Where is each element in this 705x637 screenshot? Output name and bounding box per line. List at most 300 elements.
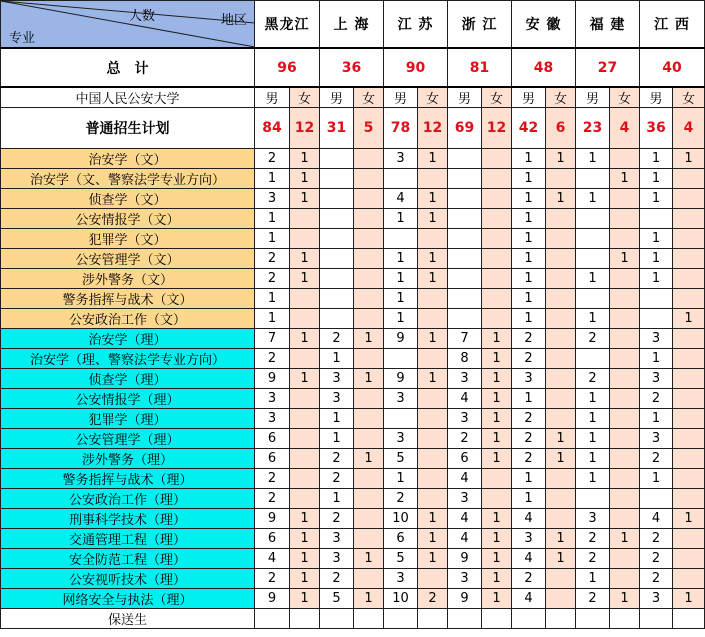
plan-value: 23: [576, 108, 610, 149]
gender-cell: 男: [320, 87, 354, 108]
quota-cell: [448, 289, 482, 309]
quota-cell: [418, 449, 448, 469]
quota-cell: 1: [640, 269, 673, 289]
quota-cell: 1: [482, 349, 512, 369]
quota-cell: 1: [418, 329, 448, 349]
quota-cell: 1: [576, 449, 610, 469]
quota-cell: 1: [290, 549, 320, 569]
quota-cell: 1: [354, 549, 384, 569]
quota-cell: 1: [354, 329, 384, 349]
baosong-cell: [482, 609, 512, 629]
quota-cell: 1: [320, 429, 354, 449]
quota-cell: 4: [384, 189, 418, 209]
quota-cell: [610, 229, 640, 249]
quota-cell: [640, 309, 673, 329]
quota-cell: 1: [576, 569, 610, 589]
quota-cell: [673, 469, 705, 489]
quota-cell: 2: [640, 389, 673, 409]
quota-cell: 1: [610, 169, 640, 189]
quota-cell: [673, 369, 705, 389]
quota-cell: 1: [290, 169, 320, 189]
quota-cell: [673, 329, 705, 349]
quota-cell: [482, 309, 512, 329]
quota-cell: 3: [384, 149, 418, 169]
school-name: 中国人民公安大学: [1, 87, 255, 108]
quota-cell: 1: [640, 229, 673, 249]
quota-cell: [576, 209, 610, 229]
quota-cell: [448, 249, 482, 269]
quota-cell: 3: [640, 369, 673, 389]
quota-cell: 1: [673, 309, 705, 329]
quota-cell: 1: [384, 469, 418, 489]
total-value: 81: [448, 48, 512, 87]
province-anhui: 安 徽: [512, 1, 576, 49]
major-row: [1, 249, 705, 269]
total-value: 48: [512, 48, 576, 87]
quota-cell: 1: [512, 309, 546, 329]
major-row: [1, 549, 705, 569]
quota-cell: [673, 349, 705, 369]
quota-cell: [610, 329, 640, 349]
quota-cell: [384, 349, 418, 369]
corner-header-cell: [1, 1, 255, 49]
quota-cell: [482, 169, 512, 189]
baosong-cell: [673, 609, 705, 629]
total-value: 27: [576, 48, 640, 87]
quota-cell: 1: [512, 229, 546, 249]
quota-cell: [482, 189, 512, 209]
quota-cell: 9: [384, 329, 418, 349]
quota-cell: 1: [546, 529, 576, 549]
baosong-cell: [384, 609, 418, 629]
quota-cell: 1: [418, 189, 448, 209]
major-row: [1, 449, 705, 469]
major-name: 涉外警务（理）: [1, 449, 255, 469]
quota-cell: 1: [482, 509, 512, 529]
major-row: [1, 509, 705, 529]
quota-cell: 1: [255, 169, 290, 189]
quota-cell: 1: [610, 249, 640, 269]
quota-cell: 2: [576, 589, 610, 609]
quota-cell: [384, 409, 418, 429]
major-name: 犯罪学（理）: [1, 409, 255, 429]
quota-cell: 3: [448, 409, 482, 429]
quota-cell: 1: [482, 549, 512, 569]
quota-cell: [482, 469, 512, 489]
quota-cell: 1: [290, 369, 320, 389]
quota-cell: [640, 489, 673, 509]
quota-cell: [418, 389, 448, 409]
quota-cell: 1: [482, 409, 512, 429]
plan-value: 12: [418, 108, 448, 149]
quota-cell: 2: [640, 529, 673, 549]
quota-cell: [640, 209, 673, 229]
quota-cell: 6: [384, 529, 418, 549]
plan-value: 12: [290, 108, 320, 149]
quota-cell: 1: [418, 369, 448, 389]
quota-cell: 2: [320, 469, 354, 489]
quota-cell: 3: [512, 529, 546, 549]
quota-cell: [290, 209, 320, 229]
total-row: [1, 48, 705, 87]
major-name: 公安政治工作（理）: [1, 489, 255, 509]
quota-cell: 6: [255, 449, 290, 469]
quota-cell: 1: [576, 409, 610, 429]
quota-cell: [640, 289, 673, 309]
quota-cell: [482, 149, 512, 169]
quota-cell: 2: [320, 509, 354, 529]
major-name: 侦查学（理）: [1, 369, 255, 389]
quota-cell: [354, 389, 384, 409]
quota-cell: 2: [576, 369, 610, 389]
quota-cell: 2: [512, 449, 546, 469]
quota-cell: 1: [610, 529, 640, 549]
quota-cell: [448, 309, 482, 329]
major-name: 网络安全与执法（理）: [1, 589, 255, 609]
quota-cell: [482, 289, 512, 309]
quota-cell: [546, 489, 576, 509]
quota-cell: 1: [576, 269, 610, 289]
quota-cell: 1: [354, 449, 384, 469]
plan-label: 普通招生计划: [1, 108, 255, 149]
province-jiangsu: 江 苏: [384, 1, 448, 49]
quota-cell: [448, 149, 482, 169]
baosong-cell: [418, 609, 448, 629]
quota-cell: 1: [384, 309, 418, 329]
quota-cell: [354, 569, 384, 589]
quota-cell: 3: [448, 369, 482, 389]
quota-cell: 4: [512, 549, 546, 569]
quota-cell: [576, 249, 610, 269]
quota-cell: 1: [512, 189, 546, 209]
quota-cell: [610, 289, 640, 309]
quota-cell: [673, 269, 705, 289]
quota-cell: [673, 209, 705, 229]
gender-cell: 男: [384, 87, 418, 108]
quota-cell: 1: [640, 469, 673, 489]
major-row: [1, 309, 705, 329]
quota-cell: [673, 289, 705, 309]
major-name: 公安情报学（理）: [1, 389, 255, 409]
quota-cell: 3: [384, 389, 418, 409]
quota-cell: [482, 229, 512, 249]
major-name: 刑事科学技术（理）: [1, 509, 255, 529]
quota-cell: 1: [255, 309, 290, 329]
quota-cell: 1: [640, 169, 673, 189]
header-row: [1, 1, 705, 49]
quota-cell: [576, 289, 610, 309]
total-label: 总 计: [1, 48, 255, 87]
quota-cell: [546, 389, 576, 409]
quota-cell: [546, 569, 576, 589]
major-row: [1, 369, 705, 389]
quota-cell: [546, 469, 576, 489]
baosong-cell: [640, 609, 673, 629]
quota-cell: 3: [320, 369, 354, 389]
quota-cell: [320, 249, 354, 269]
quota-cell: 1: [482, 389, 512, 409]
quota-cell: 1: [354, 589, 384, 609]
quota-cell: [610, 509, 640, 529]
quota-cell: 5: [384, 449, 418, 469]
quota-cell: [546, 309, 576, 329]
quota-cell: [576, 349, 610, 369]
quota-cell: [290, 449, 320, 469]
quota-cell: [610, 369, 640, 389]
province-fujian: 福 建: [576, 1, 640, 49]
quota-cell: 1: [546, 549, 576, 569]
quota-cell: [546, 409, 576, 429]
baosong-cell: [448, 609, 482, 629]
quota-cell: [448, 189, 482, 209]
quota-cell: [354, 189, 384, 209]
quota-cell: 6: [255, 529, 290, 549]
quota-cell: 1: [320, 489, 354, 509]
quota-cell: 1: [320, 409, 354, 429]
quota-cell: 2: [255, 469, 290, 489]
quota-cell: [610, 409, 640, 429]
gender-cell: 男: [512, 87, 546, 108]
major-row: [1, 469, 705, 489]
province-zhejiang: 浙 江: [448, 1, 512, 49]
quota-cell: 2: [384, 489, 418, 509]
quota-cell: [354, 289, 384, 309]
quota-cell: [576, 169, 610, 189]
major-row: [1, 149, 705, 169]
quota-cell: 3: [384, 569, 418, 589]
quota-cell: [290, 349, 320, 369]
quota-cell: [354, 529, 384, 549]
plan-value: 84: [255, 108, 290, 149]
baosong-cell: [546, 609, 576, 629]
quota-cell: [354, 469, 384, 489]
quota-cell: 1: [673, 509, 705, 529]
quota-cell: 4: [512, 509, 546, 529]
quota-cell: 1: [482, 449, 512, 469]
quota-cell: [418, 569, 448, 589]
province-jiangxi: 江 西: [640, 1, 705, 49]
quota-cell: [576, 229, 610, 249]
quota-cell: 1: [512, 489, 546, 509]
quota-cell: [290, 469, 320, 489]
quota-cell: [384, 169, 418, 189]
gender-cell: 男: [448, 87, 482, 108]
quota-cell: 1: [418, 529, 448, 549]
quota-cell: 4: [255, 549, 290, 569]
plan-value: 5: [354, 108, 384, 149]
quota-cell: 1: [640, 249, 673, 269]
quota-cell: [290, 489, 320, 509]
quota-cell: [673, 409, 705, 429]
quota-cell: 1: [290, 269, 320, 289]
quota-cell: [673, 229, 705, 249]
quota-cell: 1: [512, 389, 546, 409]
major-name: 安全防范工程（理）: [1, 549, 255, 569]
major-name: 治安学（理）: [1, 329, 255, 349]
plan-value: 69: [448, 108, 482, 149]
plan-value: 36: [640, 108, 673, 149]
quota-cell: [418, 229, 448, 249]
quota-cell: 2: [640, 449, 673, 469]
quota-cell: 1: [384, 249, 418, 269]
quota-cell: 1: [482, 329, 512, 349]
quota-cell: 4: [448, 509, 482, 529]
corner-region-label: 地区: [221, 13, 248, 28]
quota-cell: 1: [290, 329, 320, 349]
quota-cell: 4: [512, 589, 546, 609]
quota-cell: 9: [255, 369, 290, 389]
major-row: [1, 589, 705, 609]
quota-cell: 1: [512, 169, 546, 189]
quota-cell: [290, 309, 320, 329]
major-name: 治安学（理、警察法学专业方向）: [1, 349, 255, 369]
quota-cell: [418, 349, 448, 369]
gender-cell: 女: [418, 87, 448, 108]
quota-cell: 3: [448, 569, 482, 589]
quota-cell: 7: [255, 329, 290, 349]
quota-cell: [354, 509, 384, 529]
quota-cell: [448, 269, 482, 289]
gender-cell: 女: [673, 87, 705, 108]
major-name: 公安政治工作（文）: [1, 309, 255, 329]
school-row: [1, 87, 705, 108]
plan-value: 4: [610, 108, 640, 149]
major-row: [1, 349, 705, 369]
quota-cell: [320, 209, 354, 229]
quota-cell: 2: [448, 429, 482, 449]
quota-cell: [546, 249, 576, 269]
quota-cell: [320, 169, 354, 189]
plan-row: [1, 108, 705, 149]
major-row: [1, 529, 705, 549]
quota-cell: 1: [290, 529, 320, 549]
quota-cell: [546, 349, 576, 369]
quota-cell: [320, 189, 354, 209]
quota-cell: 1: [482, 569, 512, 589]
quota-cell: [354, 149, 384, 169]
quota-cell: [610, 149, 640, 169]
quota-cell: [546, 369, 576, 389]
quota-cell: [576, 489, 610, 509]
quota-cell: 1: [290, 589, 320, 609]
quota-cell: 2: [512, 349, 546, 369]
plan-value: 78: [384, 108, 418, 149]
quota-cell: 1: [418, 249, 448, 269]
quota-cell: [418, 169, 448, 189]
major-row: [1, 489, 705, 509]
quota-cell: [418, 489, 448, 509]
quota-cell: [448, 169, 482, 189]
quota-cell: 3: [640, 329, 673, 349]
quota-cell: [546, 169, 576, 189]
quota-cell: 1: [546, 149, 576, 169]
quota-cell: [482, 249, 512, 269]
quota-cell: 1: [418, 209, 448, 229]
quota-cell: 1: [354, 369, 384, 389]
quota-cell: 6: [448, 449, 482, 469]
quota-cell: 1: [384, 269, 418, 289]
corner-count-label: 人数: [129, 9, 156, 24]
quota-cell: [482, 269, 512, 289]
gender-cell: 女: [482, 87, 512, 108]
quota-cell: 2: [255, 489, 290, 509]
quota-cell: 1: [290, 189, 320, 209]
major-name: 犯罪学（文）: [1, 229, 255, 249]
quota-cell: 1: [576, 149, 610, 169]
quota-cell: [418, 289, 448, 309]
quota-cell: [673, 169, 705, 189]
quota-cell: [546, 209, 576, 229]
major-row: [1, 209, 705, 229]
quota-cell: [354, 269, 384, 289]
quota-cell: [546, 329, 576, 349]
quota-cell: 2: [255, 349, 290, 369]
quota-cell: 10: [384, 509, 418, 529]
quota-cell: 1: [673, 589, 705, 609]
quota-cell: [354, 429, 384, 449]
baosong-cell: [255, 609, 290, 629]
quota-cell: 1: [512, 249, 546, 269]
quota-cell: 1: [418, 509, 448, 529]
quota-cell: 7: [448, 329, 482, 349]
quota-cell: [418, 469, 448, 489]
quota-cell: [354, 229, 384, 249]
major-name: 侦查学（文）: [1, 189, 255, 209]
quota-cell: [673, 429, 705, 449]
corner-diagonal-lines: [1, 1, 255, 47]
quota-cell: 5: [320, 589, 354, 609]
quota-cell: 1: [320, 349, 354, 369]
quota-cell: [320, 309, 354, 329]
quota-cell: 1: [673, 149, 705, 169]
quota-cell: 1: [290, 149, 320, 169]
quota-cell: 2: [640, 569, 673, 589]
major-row: [1, 169, 705, 189]
quota-cell: [482, 209, 512, 229]
major-name: 公安视听技术（理）: [1, 569, 255, 589]
quota-cell: 1: [482, 369, 512, 389]
quota-cell: 4: [640, 509, 673, 529]
quota-cell: 6: [255, 429, 290, 449]
quota-cell: 1: [576, 469, 610, 489]
quota-cell: 1: [290, 249, 320, 269]
quota-cell: 1: [255, 209, 290, 229]
major-row: [1, 429, 705, 449]
quota-cell: [354, 409, 384, 429]
quota-cell: 3: [320, 549, 354, 569]
total-value: 36: [320, 48, 384, 87]
quota-cell: 10: [384, 589, 418, 609]
total-value: 96: [255, 48, 320, 87]
quota-cell: 9: [255, 509, 290, 529]
gender-cell: 女: [290, 87, 320, 108]
quota-cell: 5: [384, 549, 418, 569]
plan-value: 12: [482, 108, 512, 149]
quota-cell: 1: [255, 289, 290, 309]
major-name: 涉外警务（文）: [1, 269, 255, 289]
major-name: 公安情报学（文）: [1, 209, 255, 229]
gender-cell: 女: [354, 87, 384, 108]
quota-cell: [673, 569, 705, 589]
plan-value: 4: [673, 108, 705, 149]
total-value: 40: [640, 48, 705, 87]
quota-cell: 1: [576, 189, 610, 209]
quota-cell: 4: [448, 529, 482, 549]
quota-cell: 1: [640, 189, 673, 209]
corner-major-label: 专业: [9, 31, 36, 46]
quota-cell: [546, 269, 576, 289]
quota-cell: 2: [320, 569, 354, 589]
